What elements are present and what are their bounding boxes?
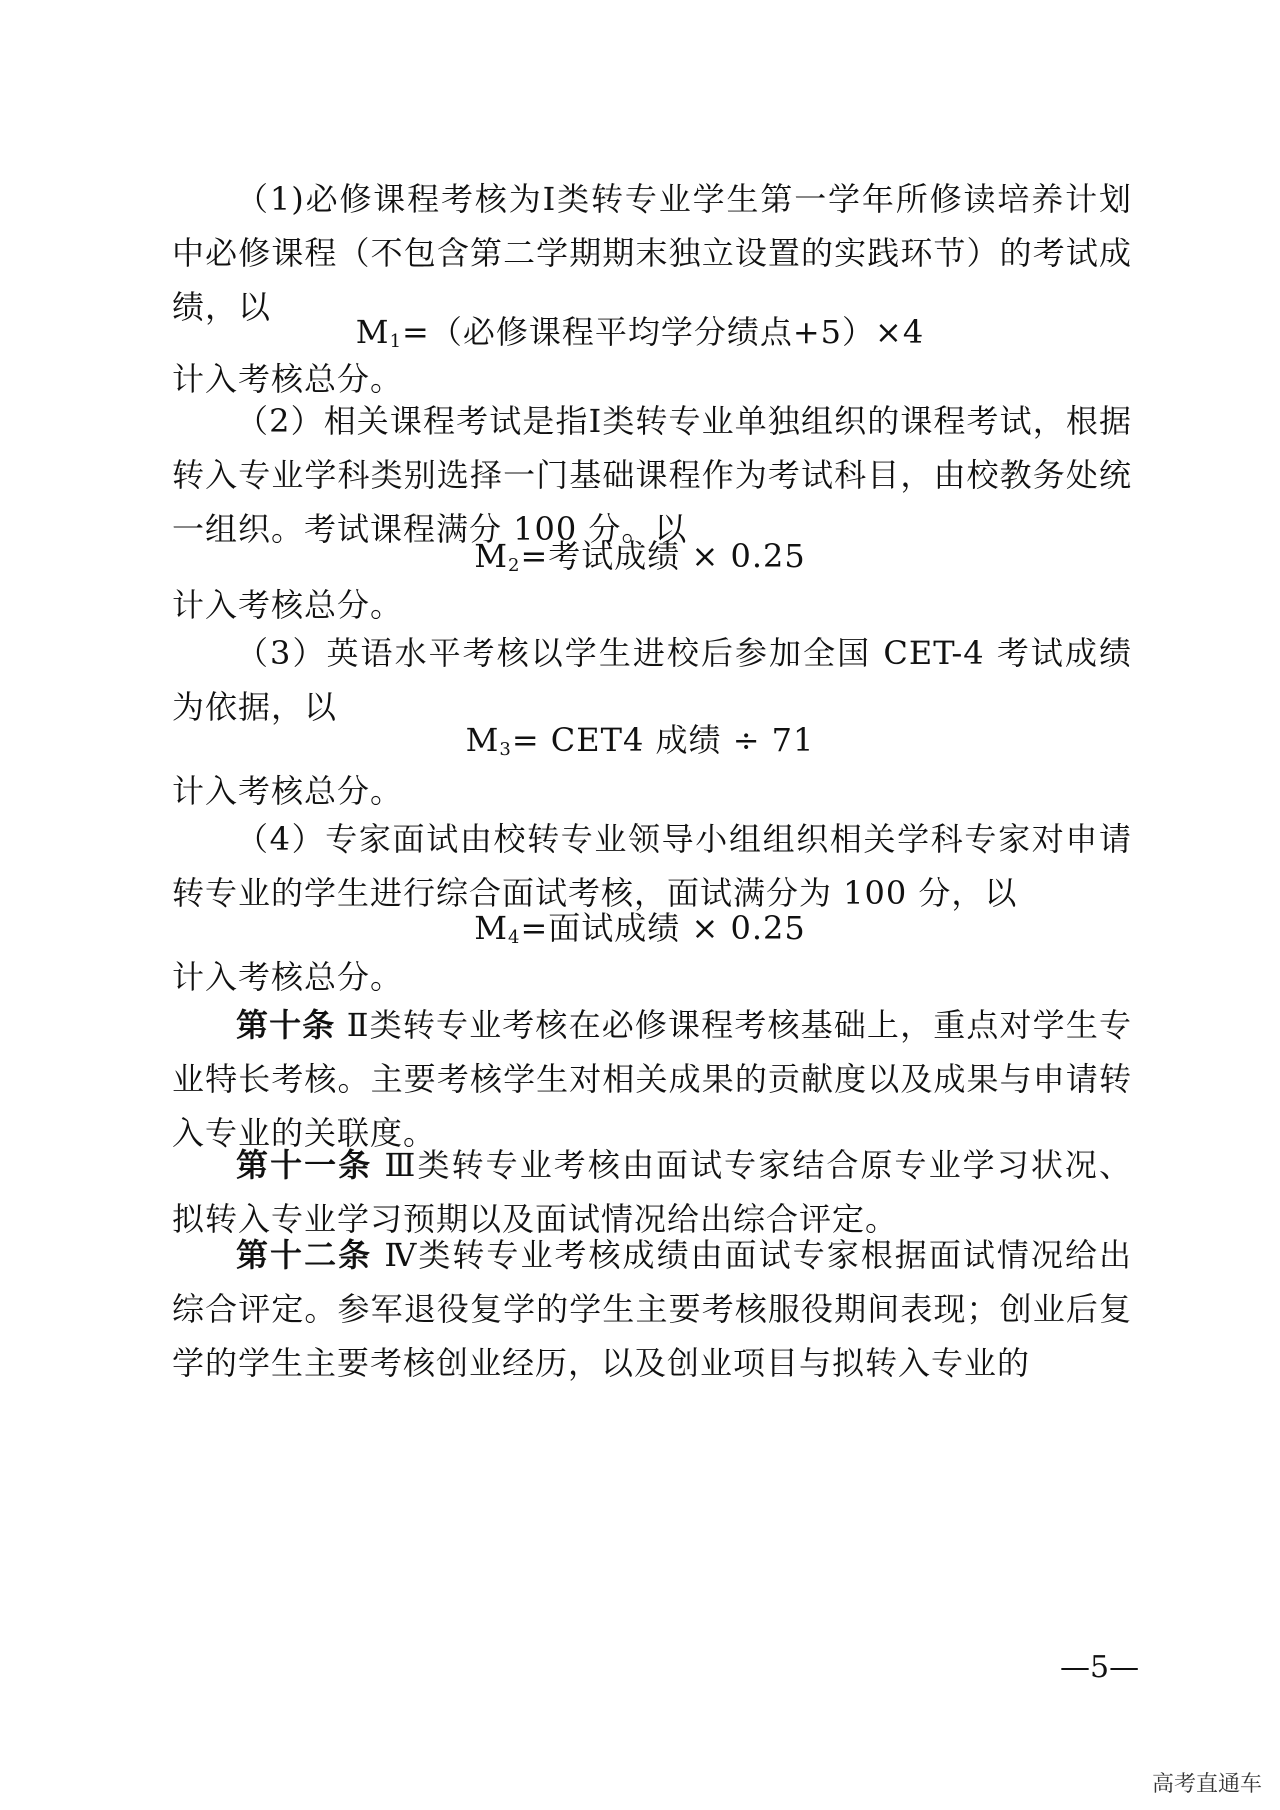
article-10-heading: 第十条 <box>236 1006 336 1044</box>
paragraph-3: （3）英语水平考核以学生进校后参加全国 CET-4 考试成绩为依据，以 <box>172 634 1132 726</box>
paragraph-2: （2）相关课程考试是指Ⅰ类转专业单独组织的课程考试，根据转入专业学科类别选择一门基础课程作为考试科目，由校教务处统一组织。考试课程满分 100 分。以 <box>172 402 1132 548</box>
paragraph-1: （1)必修课程考核为Ⅰ类转专业学生第一学年所修读培养计划中必修课程（不包含第二学期期末独立设置的实践环节）的考试成绩，以 <box>172 180 1132 326</box>
formula-m3: $M_3= CET4$ 成绩 ÷ 71 <box>465 721 815 760</box>
paragraph-4: （4）专家面试由校转专业领导小组组织相关学科专家对申请转专业的学生进行综合面试考核，面试满分为 100 分，以 <box>172 820 1132 912</box>
page-number: —5— <box>1060 1650 1140 1685</box>
paragraph-1-after: 计入考核总分。 <box>172 360 404 398</box>
article-11-heading: 第十一条 <box>236 1146 373 1184</box>
article-10-text: Ⅱ类转专业考核在必修课程考核基础上，重点对学生专业特长考核。主要考核学生对相关成果的贡献度以及成果与申请转入专业的关联度。 <box>172 1006 1132 1152</box>
watermark: 高考直通车 <box>1151 1772 1262 1797</box>
article-11-text: Ⅲ类转专业考核由面试专家结合原专业学习状况、拟转入专业学习预期以及面试情况给出综合评定。 <box>172 1146 1132 1238</box>
formula-m1: $M_1=$（必修课程平均学分绩点+5）×4 <box>355 313 925 352</box>
paragraph-4-after: 计入考核总分。 <box>172 958 404 996</box>
article-12 <box>172 1228 1132 1390</box>
article-10 <box>172 998 1132 1160</box>
article-12-text: Ⅳ类转专业考核成绩由面试专家根据面试情况给出综合评定。参军退役复学的学生主要考核服役期间表现；创业后复学的学生主要考核创业经历，以及创业项目与拟转入专业的 <box>172 1236 1132 1382</box>
article-12-heading: 第十二条 <box>236 1236 373 1274</box>
paragraph-2-after: 计入考核总分。 <box>172 586 404 624</box>
formula-m4: $M_4=$面试成绩 × 0.25 <box>474 909 806 948</box>
paragraph-3-after: 计入考核总分。 <box>172 772 404 810</box>
formula-m2: $M_2=$考试成绩 × 0.25 <box>474 537 806 576</box>
